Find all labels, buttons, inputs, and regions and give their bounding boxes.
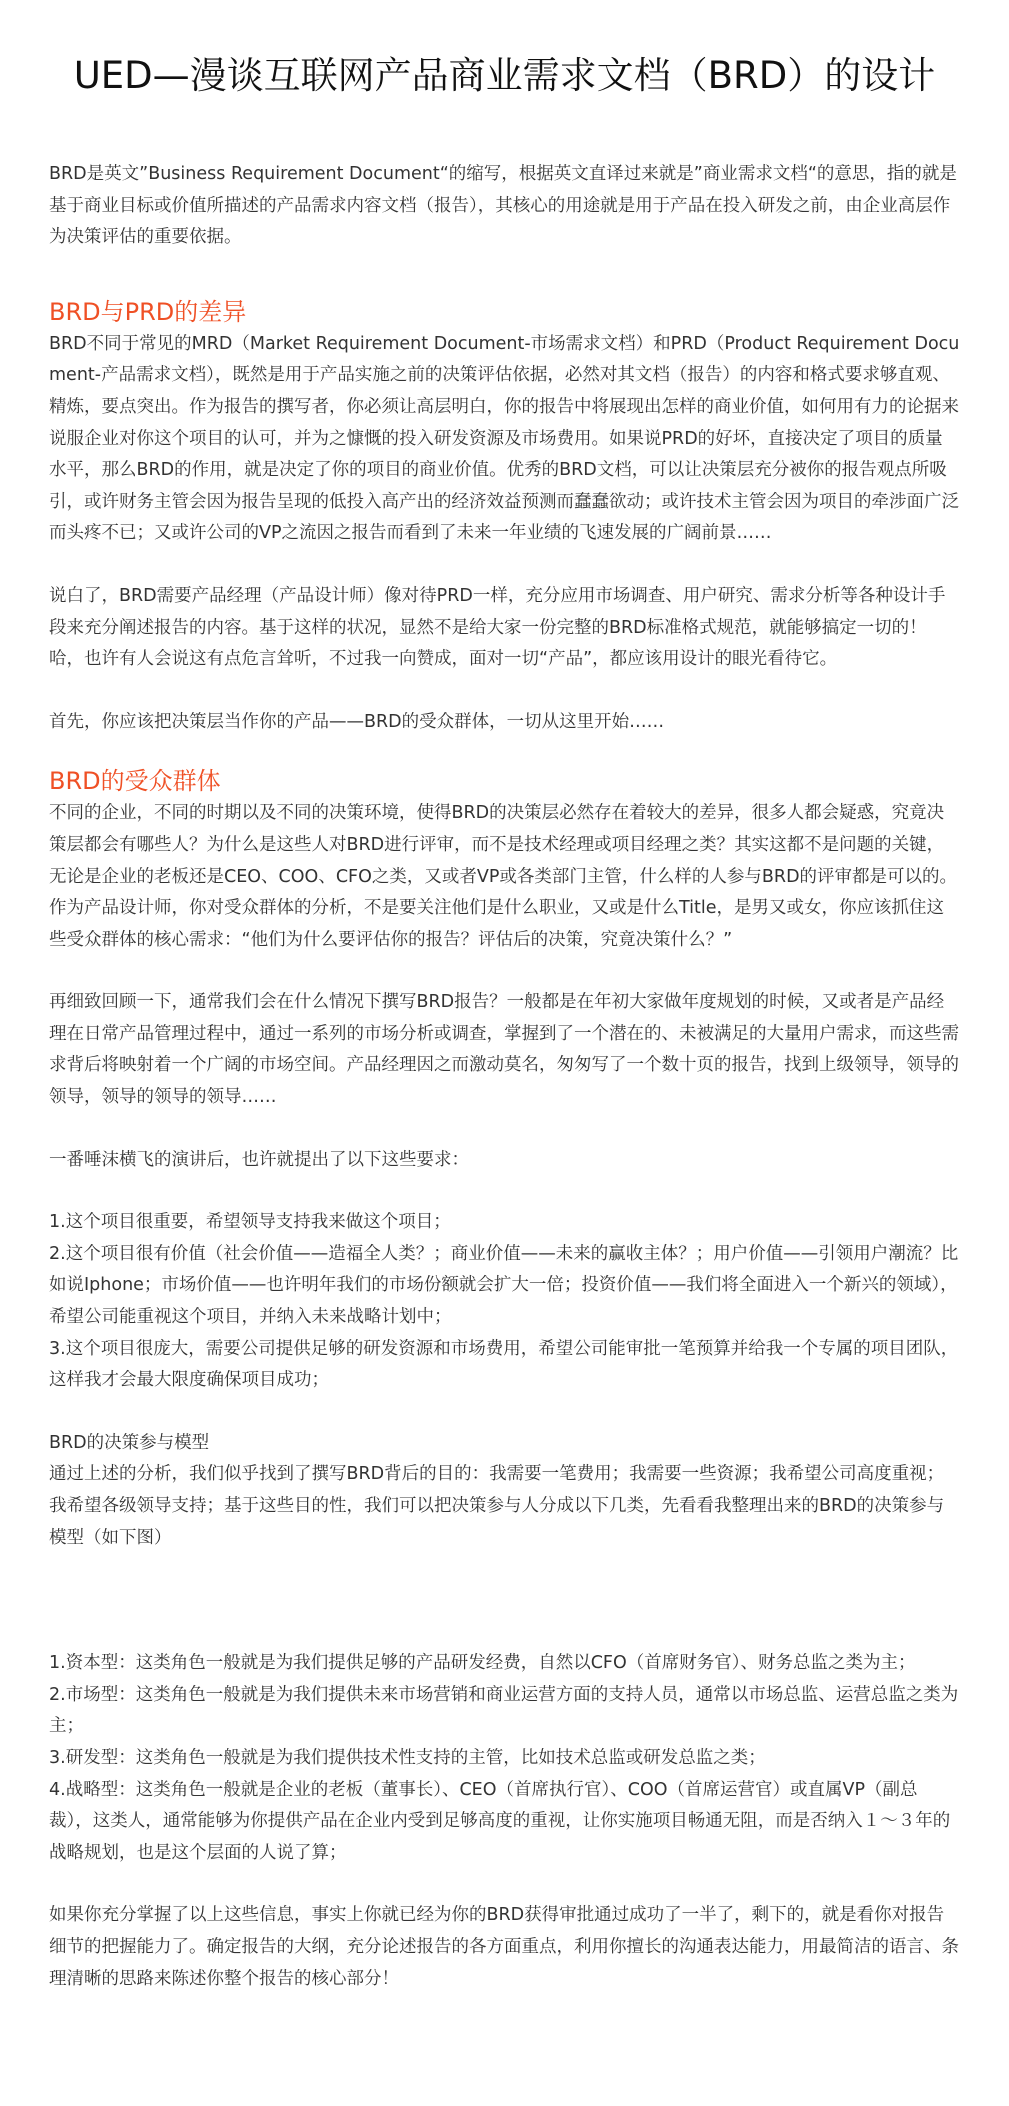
section1-paragraph-1: BRD不同于常见的MRD（Market Requirement Document-市场需求文档）和PRD（Product Requirement Document-产品需求文档），既然是用于产品实施之前的决策评估依据，必然对其文档（报告）的内容和格式要求够直观、精炼，要点突出。作为报告的撰写者，你必须让高层明白，你的报告中将展现出怎样的商业价值，如何用有力的论据来说服企业对你这个项目的认可，并为之慷慨的投入研发资源及市场费用。如果说PRD的好坏，直接决定了项目的质量水平，那么BRD的作用，就是决定了你的项目的商业价值。优秀的BRD文档，可以让决策层充分被你的报告观点所吸引，或许财务主管会因为报告呈现的低投入高产出的经济效益预测而蠢蠢欲动；或许技术主管会因为项目的牵涉面广泛而头疼不已；又或许公司的VP之流因之报告而看到了未来一年业绩的飞速发展的广阔前景…… — [49, 333, 960, 544]
list-item: 2.这个项目很有价值（社会价值——造福全人类？；商业价值——未来的赢收主体？；用户价值——引领用户潮流？比如说Iphone；市场价值——也许明年我们的市场份额就会扩大一倍；投资价值——我们将全面进入一个新兴的领域），希望公司能重视这个项目，并纳入未来战略计划中； — [49, 1243, 959, 1328]
section2-paragraph-2: 再细致回顾一下，通常我们会在什么情况下撰写BRD报告？一般都是在年初大家做年度规划的时候，又或者是产品经理在日常产品管理过程中，通过一系列的市场分析或调查，掌握到了一个潜在的、未被满足的大量用户需求，而这些需求背后将映射着一个广阔的市场空间。产品经理因之而激动莫名，匆匆写了一个数十页的报告，找到上级领导，领导的领导，领导的领导的领导…… — [49, 992, 959, 1108]
intro-paragraph: BRD是英文”Business Requirement Document“的缩写，根据英文直译过来就是”商业需求文档“的意思，指的就是基于商业目标或价值所描述的产品需求内容文档（报告），其核心的用途就是用于产品在投入研发之前，由企业高层作为决策评估的重要依据。 — [49, 164, 957, 248]
decision-types-list — [49, 1648, 960, 1869]
section2-paragraph-5: 如果你充分掌握了以上这些信息，事实上你就已经为你的BRD获得审批通过成功了一半了，剩下的，就是看你对报告细节的把握能力了。确定报告的大纲，充分论述报告的各方面重点，利用你擅长的沟通表达能力，用最简洁的语言、条理清晰的思路来陈述你整个报告的核心部分！ — [49, 1905, 959, 1989]
list-item: 1.资本型：这类角色一般就是为我们提供足够的产品研发经费，自然以CFO（首席财务官）、财务总监之类为主； — [49, 1653, 916, 1674]
list-item: 3.这个项目很庞大，需要公司提供足够的研发资源和市场费用，希望公司能审批一笔预算并给我一个专属的项目团队，这样我才会最大限度确保项目成功； — [49, 1338, 959, 1391]
section2-paragraph-1: 不同的企业，不同的时期以及不同的决策环境，使得BRD的决策层必然存在着较大的差异，很多人都会疑惑，究竟决策层都会有哪些人？为什么是这些人对BRD进行评审，而不是技术经理或项目经理之类？其实这都不是问题的关键，无论是企业的老板还是CEO、COO、CFO之类，又或者VP或各类部门主管，什么样的人参与BRD的评审都是可以的。作为产品设计师，你对受众群体的分析，不是要关注他们是什么职业，又或是什么Title，是男又或女，你应该抓住这些受众群体的核心需求：“他们为什么要评估你的报告？评估后的决策，究竟决策什么？” — [49, 803, 958, 950]
list-item: 1.这个项目很重要，希望领导支持我来做这个项目； — [49, 1212, 451, 1233]
list-item: 3.研发型：这类角色一般就是为我们提供技术性支持的主管，比如技术总监或研发总监之类； — [49, 1747, 766, 1768]
section-heading-brd-vs-prd: BRD与PRD的差异 — [49, 297, 247, 326]
list-item: 4.战略型：这类角色一般就是企业的老板（董事长）、CEO（首席执行官）、COO（首席运营官）或直属VP（副总裁），这类人，通常能够为你提供产品在企业内受到足够高度的重视，让你实施项目畅通无阻，而是否纳入１～３年的战略规划，也是这个层面的人说了算； — [49, 1779, 951, 1863]
list-item: 2.市场型：这类角色一般就是为我们提供未来市场营销和商业运营方面的支持人员，通常以市场总监、运营总监之类为主； — [49, 1684, 959, 1737]
section2-paragraph-3: 一番唾沫横飞的演讲后，也许就提出了以下这些要求： — [49, 1149, 469, 1170]
requirements-list — [49, 1207, 960, 1397]
section-heading-audience: BRD的受众群体 — [49, 767, 221, 796]
section1-paragraph-2: 说白了，BRD需要产品经理（产品设计师）像对待PRD一样，充分应用市场调查、用户研究、需求分析等各种设计手段来充分阐述报告的内容。基于这样的状况，显然不是给大家一份完整的BRD标准格式规范，就能够搞定一切的！哈，也许有人会说这有点危言耸听，不过我一向赞成，面对一切“产品”，都应该用设计的眼光看待它。 — [49, 585, 946, 670]
section2-paragraph-4: 通过上述的分析，我们似乎找到了撰写BRD背后的目的：我需要一笔费用；我需要一些资源；我希望公司高度重视；我希望各级领导支持；基于这些目的性，我们可以把决策参与人分成以下几类，先看看我整理出来的BRD的决策参与模型（如下图） — [49, 1464, 945, 1548]
article-title: UED—漫谈互联网产品商业需求文档（BRD）的设计 — [73, 54, 936, 97]
model-heading: BRD的决策参与模型 — [49, 1432, 210, 1453]
section1-paragraph-3: 首先，你应该把决策层当作你的产品——BRD的受众群体，一切从这里开始…… — [49, 711, 665, 732]
